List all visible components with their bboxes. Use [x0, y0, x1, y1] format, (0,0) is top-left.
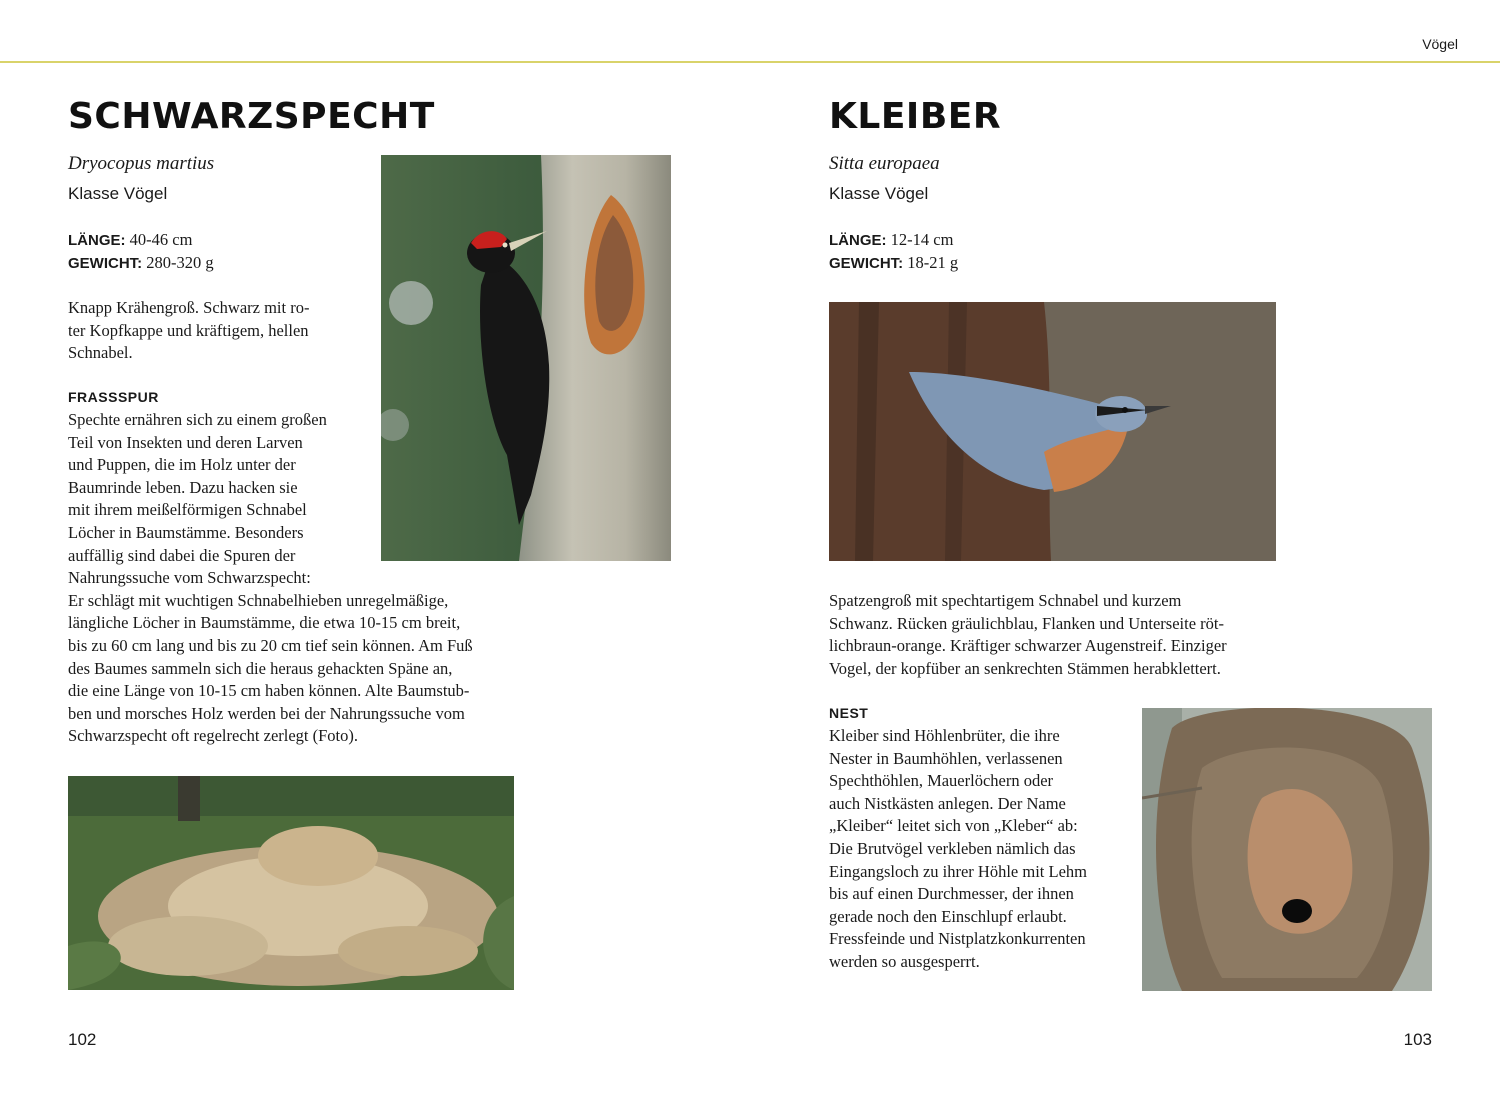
- text-line: Schnabel.: [68, 343, 133, 363]
- black-woodpecker-photo: [381, 155, 671, 561]
- text-line: gerade noch den Einschlupf erlaubt.: [829, 906, 1067, 926]
- text-line: auch Nistkästen anlegen. Der Name: [829, 793, 1066, 813]
- text-line: und Puppen, die im Holz unter der: [68, 455, 296, 475]
- weight-stat: [829, 253, 958, 273]
- text-line: mit ihrem meißelförmigen Schnabel: [68, 500, 307, 520]
- length-stat: [68, 230, 192, 250]
- text-line: Spechthöhlen, Mauerlöchern oder: [829, 771, 1054, 791]
- frassspur-heading: FRASSSPUR: [68, 389, 159, 405]
- length-label: LÄNGE:: [829, 232, 887, 249]
- wood-chips-photo: [68, 776, 514, 990]
- length-label: LÄNGE:: [68, 232, 126, 249]
- text-line: lichbraun-orange. Kräftiger schwarzer Augenstreif. Einziger: [829, 636, 1227, 656]
- text-line: Eingangsloch zu ihrer Höhle mit Lehm: [829, 861, 1087, 881]
- text-line: „Kleiber“ leitet sich von „Kleber“ ab:: [829, 816, 1078, 836]
- text-line: ben und morsches Holz werden bei der Nahrungssuche vom: [68, 703, 465, 723]
- text-line: Schwarzspecht oft regelrecht zerlegt (Foto).: [68, 726, 358, 746]
- text-line: längliche Löcher in Baumstämme, die etwa 10-15 cm breit,: [68, 613, 461, 633]
- species-title: KLEIBER: [829, 96, 1002, 137]
- weight-value: 18-21 g: [903, 253, 959, 272]
- tree-hole-photo: [1142, 708, 1432, 991]
- length-stat: [829, 230, 953, 250]
- text-line: Fressfeinde und Nistplatzkonkurrenten: [829, 929, 1086, 949]
- text-line: Baumrinde leben. Dazu hacken sie: [68, 477, 298, 497]
- text-line: Spechte ernähren sich zu einem großen: [68, 410, 327, 429]
- text-line: Nester in Baumhöhlen, verlassenen: [829, 748, 1063, 768]
- page-number: 102: [68, 1030, 97, 1049]
- text-line: Löcher in Baumstämme. Besonders: [68, 522, 304, 542]
- text-line: auffällig sind dabei die Spuren der: [68, 545, 296, 565]
- nuthatch-photo: [829, 302, 1276, 561]
- latin-name: Dryocopus martius: [68, 153, 215, 174]
- text-line: Vogel, der kopfüber an senkrechten Stämmen herabklettert.: [829, 658, 1221, 678]
- nest-text: [829, 725, 1134, 974]
- class-label: Klasse Vögel: [829, 184, 929, 203]
- weight-value: 280-320 g: [142, 253, 214, 272]
- text-line: Schwanz. Rücken gräulichblau, Flanken und Unterseite röt-: [829, 613, 1224, 633]
- text-line: ter Kopfkappe und kräftigem, hellen: [68, 320, 309, 340]
- weight-stat: [68, 253, 214, 273]
- nest-heading: NEST: [829, 705, 869, 721]
- page-number: 103: [1403, 1030, 1432, 1049]
- text-line: werden so ausgesperrt.: [829, 951, 980, 971]
- text-line: Nahrungssuche vom Schwarzspecht:: [68, 568, 311, 588]
- text-line: die eine Länge von 10-15 cm haben können. Alte Baumstub-: [68, 681, 470, 701]
- description: [68, 297, 368, 365]
- length-value: 40-46 cm: [125, 230, 193, 249]
- text-line: bis auf einen Durchmesser, der ihnen: [829, 884, 1074, 904]
- weight-label: GEWICHT:: [68, 255, 143, 272]
- text-line: bis zu 60 cm lang und bis zu 20 cm tief sein können. Am Fuß: [68, 635, 473, 655]
- species-title: SCHWARZSPECHT: [68, 96, 435, 137]
- weight-label: GEWICHT:: [829, 255, 904, 272]
- text-line: Er schlägt mit wuchtigen Schnabelhieben unregelmäßige,: [68, 590, 449, 610]
- header-rule: [0, 61, 1500, 63]
- latin-name: Sitta europaea: [829, 153, 940, 174]
- text-line: Spatzengroß mit spechtartigem Schnabel und kurzem: [829, 591, 1182, 610]
- class-label: Klasse Vögel: [68, 184, 168, 203]
- length-value: 12-14 cm: [886, 230, 954, 249]
- text-line: des Baumes sammeln sich die heraus gehackten Späne an,: [68, 658, 453, 678]
- text-line: Die Brutvögel verkleben nämlich das: [829, 838, 1076, 858]
- description: [829, 590, 1299, 680]
- text-line: Knapp Krähengroß. Schwarz mit ro-: [68, 298, 310, 317]
- section-label: Vögel: [1422, 36, 1458, 52]
- text-line: Kleiber sind Höhlenbrüter, die ihre: [829, 726, 1060, 745]
- text-line: Teil von Insekten und deren Larven: [68, 432, 303, 452]
